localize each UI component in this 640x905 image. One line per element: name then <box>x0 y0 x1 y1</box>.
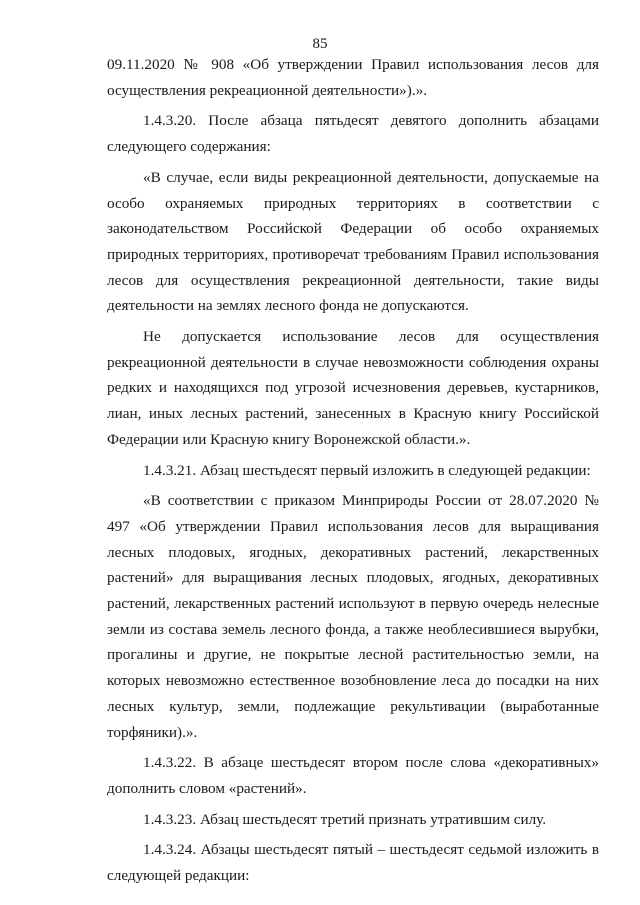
paragraph: 1.4.3.23. Абзац шестьдесят третий признать утратившим силу. <box>143 810 547 828</box>
paragraph: 09.11.2020 № 908 «Об утверждении Правил использования лесов для осуществления рекреационной деятельности»).». <box>107 56 599 99</box>
paragraph: «В случае, если виды рекреационной деятельности, допускаемые на особо охраняемых природных территориях в соответствии с законодательством Российской Федерации об особо охраняемых природных территориях, противоречат требованиям Правил использования лесов для осуществления рекреационной деятельности, такие виды деятельности на землях лесного фонда не допускаются. <box>107 168 599 315</box>
document-body <box>107 52 599 894</box>
paragraph: «В соответствии с приказом Минприроды России от 28.07.2020 № 497 «Об утверждении Правил использования лесов для выращивания лесных плодовых, ягодных, декоративных растений, лекарственных растений» для выращивания лесных плодовых, ягодных, декоративных растений, лекарственных растений используют в первую очередь нелесные земли из состава земель лесного фонда, а также необлесившиеся вырубки, прогалины и другие, не покрытые лесной растительностью земли, на которых невозможно естественное возобновление леса до посадки на них лесных культур, земли, подлежащие рекультивации (выработанные торфяники).». <box>107 492 599 741</box>
paragraph: 1.4.3.21. Абзац шестьдесят первый изложить в следующей редакции: <box>143 461 591 479</box>
paragraph: 1.4.3.20. После абзаца пятьдесят девятого дополнить абзацами следующего содержания: <box>107 112 599 156</box>
paragraph: Не допускается использование лесов для осуществления рекреационной деятельности в случае невозможности соблюдения охраны редких и находящихся под угрозой исчезновения деревьев, кустарников, лиан, иных лесных растений, занесенных в Красную книгу Российской Федерации или Красную книгу Воронежской области.». <box>107 328 599 448</box>
page-number: 85 <box>312 36 328 52</box>
paragraph: 1.4.3.24. Абзацы шестьдесят пятый – шестьдесят седьмой изложить в следующей редакции: <box>107 841 599 885</box>
paragraph: 1.4.3.22. В абзаце шестьдесят втором после слова «декоративных» дополнить словом «растений». <box>107 754 599 797</box>
